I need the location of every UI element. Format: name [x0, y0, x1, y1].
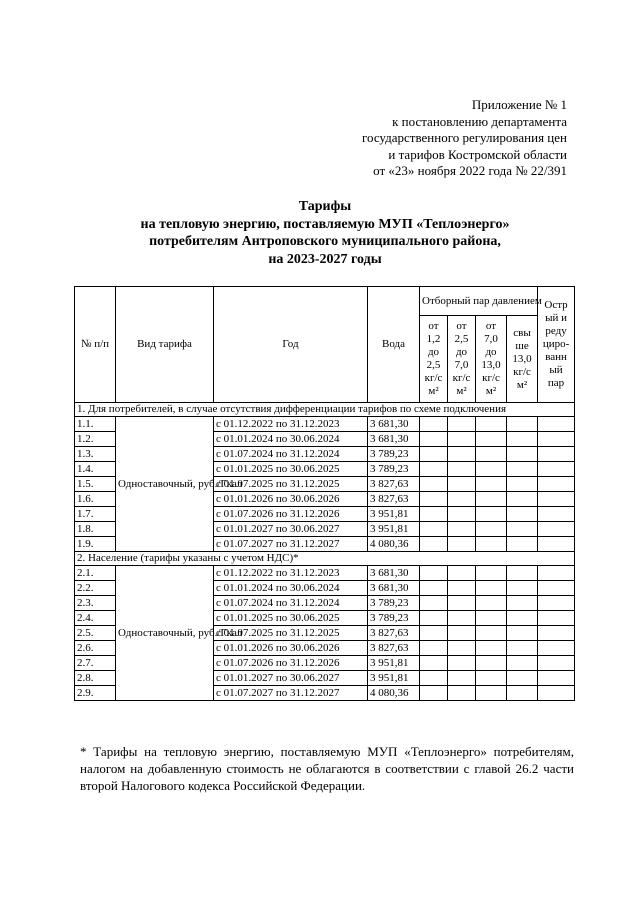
row-num: 1.1. — [75, 417, 116, 432]
header-text-line: кг/с — [452, 372, 471, 384]
row-num: 2.8. — [75, 671, 116, 686]
empty-cell — [476, 522, 507, 537]
header-pressure-p2 — [448, 316, 476, 403]
appendix-line: от «23» ноября 2022 года № 22/391 — [373, 163, 567, 178]
header-text-line: м² — [456, 385, 467, 397]
header-sharp-steam — [538, 287, 575, 403]
empty-cell — [476, 507, 507, 522]
row-num: 1.7. — [75, 507, 116, 522]
empty-cell — [507, 462, 538, 477]
empty-cell — [507, 626, 538, 641]
row-water-value: 3 827,63 — [368, 626, 420, 641]
header-text-line: 13,0 — [512, 352, 532, 365]
header-text-line: кг/с — [513, 365, 531, 378]
empty-cell — [538, 581, 575, 596]
row-water-value: 3 789,23 — [368, 611, 420, 626]
empty-cell — [420, 507, 448, 522]
tariff-type-cell: Одноставочный, руб./Гкал — [116, 566, 214, 701]
empty-cell — [420, 671, 448, 686]
empty-cell — [448, 626, 476, 641]
empty-cell — [448, 522, 476, 537]
row-num: 1.8. — [75, 522, 116, 537]
appendix-line: к постановлению департамента — [392, 113, 567, 129]
empty-cell — [507, 477, 538, 492]
empty-cell — [420, 417, 448, 432]
row-num: 2.5. — [75, 626, 116, 641]
empty-cell — [448, 671, 476, 686]
empty-cell — [507, 641, 538, 656]
row-period: с 01.01.2025 по 30.06.2025 — [214, 462, 368, 477]
row-num: 2.1. — [75, 566, 116, 581]
empty-cell — [448, 417, 476, 432]
empty-cell — [476, 566, 507, 581]
empty-cell — [448, 686, 476, 701]
header-water: Вода — [368, 287, 420, 403]
empty-cell — [507, 686, 538, 701]
row-period: с 01.07.2024 по 31.12.2024 — [214, 596, 368, 611]
section-title: 1. Для потребителей, в случае отсутствия дифференциации тарифов по схеме подключения — [75, 403, 575, 417]
header-text-line: 2,5 — [454, 333, 469, 345]
empty-cell — [476, 596, 507, 611]
header-text-line: м² — [485, 385, 497, 397]
header-num: № п/п — [75, 287, 116, 403]
empty-cell — [476, 492, 507, 507]
empty-cell — [448, 611, 476, 626]
empty-cell — [507, 537, 538, 552]
empty-cell — [507, 596, 538, 611]
empty-cell — [538, 671, 575, 686]
table-row — [75, 417, 575, 432]
empty-cell — [476, 417, 507, 432]
empty-cell — [448, 581, 476, 596]
empty-cell — [420, 447, 448, 462]
row-period: с 01.07.2026 по 31.12.2026 — [214, 656, 368, 671]
empty-cell — [538, 611, 575, 626]
empty-cell — [507, 417, 538, 432]
empty-cell — [476, 656, 507, 671]
row-period: с 01.07.2025 по 31.12.2025 — [214, 626, 368, 641]
row-period: с 01.01.2024 по 30.06.2024 — [214, 581, 368, 596]
empty-cell — [448, 507, 476, 522]
row-num: 2.6. — [75, 641, 116, 656]
empty-cell — [420, 522, 448, 537]
row-water-value: 3 789,23 — [368, 447, 420, 462]
header-pressure-p3 — [476, 316, 507, 403]
row-num: 2.7. — [75, 656, 116, 671]
row-period: с 01.01.2025 по 30.06.2025 — [214, 611, 368, 626]
empty-cell — [448, 477, 476, 492]
tariff-type-cell: Одноставочный, руб./Гкал — [116, 417, 214, 552]
empty-cell — [507, 671, 538, 686]
row-period: с 01.01.2026 по 30.06.2026 — [214, 492, 368, 507]
header-text-line: 2,5 — [426, 359, 441, 371]
empty-cell — [420, 432, 448, 447]
empty-cell — [420, 537, 448, 552]
appendix-line: Приложение № 1 — [471, 97, 567, 112]
title-line: на 2023-2027 годы — [268, 251, 382, 267]
header-text-line: 7,0 — [484, 333, 498, 345]
row-num: 1.2. — [75, 432, 116, 447]
empty-cell — [420, 566, 448, 581]
empty-cell — [507, 507, 538, 522]
appendix-line: и тарифов Костромской области — [388, 146, 567, 162]
empty-cell — [448, 596, 476, 611]
title-line: потребителям Антроповского муниципального района, — [149, 234, 501, 249]
empty-cell — [538, 656, 575, 671]
row-water-value: 3 789,23 — [368, 462, 420, 477]
header-text-line: ванн — [545, 351, 567, 363]
header-text-line: от — [456, 320, 467, 332]
empty-cell — [538, 537, 575, 552]
row-num: 2.3. — [75, 596, 116, 611]
row-period: с 01.07.2026 по 31.12.2026 — [214, 507, 368, 522]
row-period: с 01.12.2022 по 31.12.2023 — [214, 417, 368, 432]
header-text-line: ый — [549, 364, 563, 376]
row-num: 1.6. — [75, 492, 116, 507]
row-water-value: 3 681,30 — [368, 417, 420, 432]
empty-cell — [538, 641, 575, 656]
section-row — [75, 403, 575, 417]
table-body — [75, 403, 575, 701]
header-text-line: 1,2 — [426, 333, 441, 345]
empty-cell — [538, 447, 575, 462]
header-text-line: ше — [515, 339, 529, 352]
title-line: на тепловую энергию, поставляемую МУП «Теплоэнерго» — [140, 216, 510, 232]
row-water-value: 3 951,81 — [368, 507, 420, 522]
empty-cell — [476, 447, 507, 462]
empty-cell — [420, 477, 448, 492]
empty-cell — [448, 656, 476, 671]
row-water-value: 3 827,63 — [368, 492, 420, 507]
row-num: 2.4. — [75, 611, 116, 626]
empty-cell — [448, 566, 476, 581]
header-text-line: кг/с — [482, 372, 500, 384]
empty-cell — [448, 432, 476, 447]
header-text-line: от — [428, 320, 439, 332]
header-tariff-type: Вид тарифа — [116, 287, 214, 403]
row-water-value: 3 681,30 — [368, 432, 420, 447]
header-text-line: Остр — [544, 299, 568, 311]
header-row — [75, 287, 575, 316]
empty-cell — [507, 566, 538, 581]
empty-cell — [476, 537, 507, 552]
empty-cell — [476, 686, 507, 701]
empty-cell — [538, 462, 575, 477]
header-text-line: от — [485, 320, 497, 332]
row-water-value: 3 951,81 — [368, 522, 420, 537]
empty-cell — [538, 522, 575, 537]
empty-cell — [420, 492, 448, 507]
tariff-table — [74, 286, 575, 701]
header-text-line: пар — [547, 377, 565, 389]
row-period: с 01.12.2022 по 31.12.2023 — [214, 566, 368, 581]
appendix-line: государственного регулирования цен — [362, 130, 567, 145]
footnote: * Тарифы на тепловую энергию, поставляемую МУП «Теплоэнерго» потребителям, налогом на добавленную стоимость не облагаются в соответствии с главой 26.2 части второй Налогового кодекса Российской Федерации. — [80, 744, 574, 793]
empty-cell — [538, 566, 575, 581]
empty-cell — [448, 492, 476, 507]
empty-cell — [420, 596, 448, 611]
row-num: 2.9. — [75, 686, 116, 701]
header-text-line: до — [455, 346, 468, 358]
row-num: 1.9. — [75, 537, 116, 552]
row-water-value: 3 827,63 — [368, 477, 420, 492]
empty-cell — [538, 417, 575, 432]
empty-cell — [448, 641, 476, 656]
empty-cell — [420, 462, 448, 477]
row-water-value: 4 080,36 — [368, 686, 420, 701]
empty-cell — [476, 581, 507, 596]
section-title: 2. Население (тарифы указаны с учетом НДС)* — [75, 552, 575, 566]
empty-cell — [538, 626, 575, 641]
row-water-value: 3 951,81 — [368, 656, 420, 671]
empty-cell — [420, 626, 448, 641]
empty-cell — [448, 447, 476, 462]
empty-cell — [420, 686, 448, 701]
header-text-line: реду — [545, 325, 567, 337]
row-water-value: 4 080,36 — [368, 537, 420, 552]
row-water-value: 3 827,63 — [368, 641, 420, 656]
empty-cell — [420, 641, 448, 656]
empty-cell — [507, 581, 538, 596]
table-header — [75, 287, 575, 403]
header-text-line: 7,0 — [454, 359, 469, 371]
row-num: 1.4. — [75, 462, 116, 477]
row-num: 1.3. — [75, 447, 116, 462]
row-num: 1.5. — [75, 477, 116, 492]
row-period: с 01.01.2027 по 30.06.2027 — [214, 522, 368, 537]
header-text-line: свы — [513, 326, 531, 339]
header-pressure-p4 — [507, 316, 538, 403]
row-period: с 01.01.2026 по 30.06.2026 — [214, 641, 368, 656]
empty-cell — [476, 432, 507, 447]
empty-cell — [538, 507, 575, 522]
empty-cell — [538, 477, 575, 492]
header-text-line: м² — [516, 378, 528, 391]
header-text-line: циро- — [542, 338, 570, 350]
empty-cell — [420, 656, 448, 671]
empty-cell — [507, 447, 538, 462]
empty-cell — [538, 432, 575, 447]
row-water-value: 3 681,30 — [368, 566, 420, 581]
empty-cell — [476, 626, 507, 641]
row-num: 2.2. — [75, 581, 116, 596]
row-period: с 01.07.2025 по 31.12.2025 — [214, 477, 368, 492]
empty-cell — [476, 671, 507, 686]
header-text-line: м² — [428, 385, 439, 397]
empty-cell — [507, 432, 538, 447]
empty-cell — [448, 537, 476, 552]
empty-cell — [538, 596, 575, 611]
title-line: Тарифы — [298, 199, 352, 214]
row-period: с 01.07.2027 по 31.12.2027 — [214, 686, 368, 701]
row-period: с 01.01.2024 по 30.06.2024 — [214, 432, 368, 447]
empty-cell — [420, 581, 448, 596]
header-text-line: 13,0 — [481, 359, 501, 371]
empty-cell — [507, 611, 538, 626]
row-period: с 01.01.2027 по 30.06.2027 — [214, 671, 368, 686]
row-water-value: 3 789,23 — [368, 596, 420, 611]
header-text-line: кг/с — [424, 372, 443, 384]
row-water-value: 3 951,81 — [368, 671, 420, 686]
header-text-line: до — [485, 346, 497, 358]
header-text-line: ый и — [545, 312, 567, 324]
empty-cell — [476, 641, 507, 656]
empty-cell — [476, 611, 507, 626]
empty-cell — [507, 656, 538, 671]
empty-cell — [538, 492, 575, 507]
row-period: с 01.07.2024 по 31.12.2024 — [214, 447, 368, 462]
table-row — [75, 566, 575, 581]
section-row — [75, 552, 575, 566]
header-year: Год — [214, 287, 368, 403]
appendix-block — [307, 97, 567, 180]
row-water-value: 3 681,30 — [368, 581, 420, 596]
empty-cell — [507, 492, 538, 507]
empty-cell — [476, 477, 507, 492]
empty-cell — [476, 462, 507, 477]
row-period: с 01.07.2027 по 31.12.2027 — [214, 537, 368, 552]
header-text-line: до — [427, 346, 440, 358]
header-steam-group: Отборный пар давлением — [420, 287, 538, 316]
empty-cell — [420, 611, 448, 626]
document-title — [80, 198, 570, 268]
empty-cell — [507, 522, 538, 537]
header-pressure-p1 — [420, 316, 448, 403]
empty-cell — [448, 462, 476, 477]
empty-cell — [538, 686, 575, 701]
